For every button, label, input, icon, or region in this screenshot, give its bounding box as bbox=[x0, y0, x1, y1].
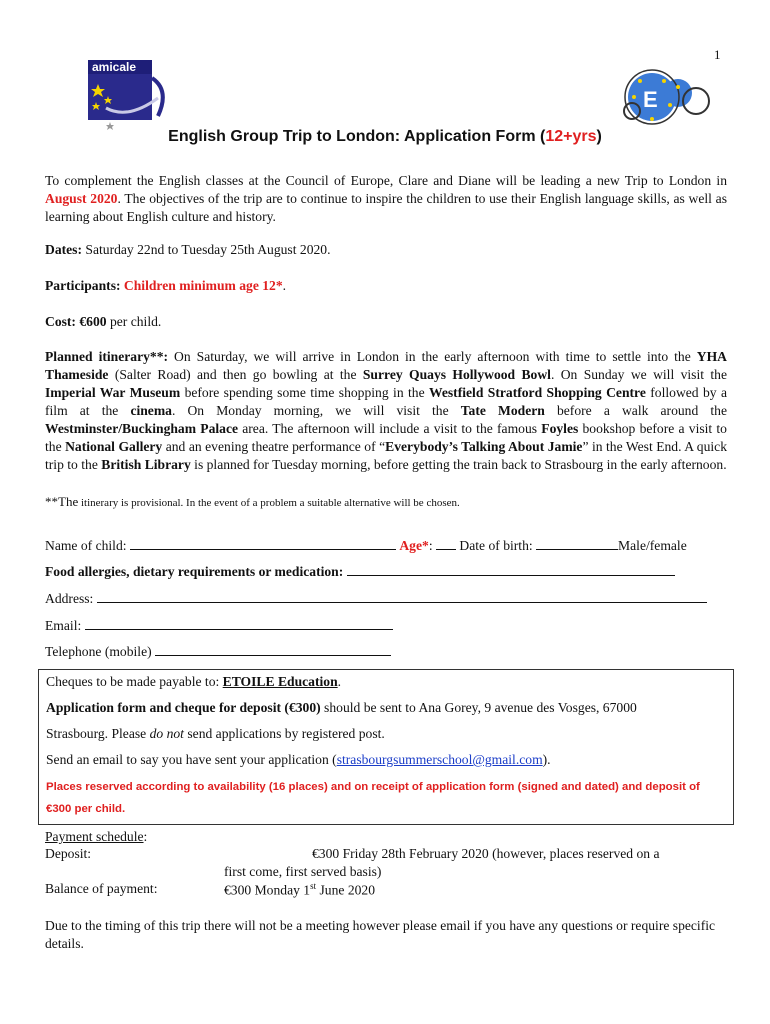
deposit-label: Deposit: bbox=[45, 846, 92, 861]
age-blank[interactable] bbox=[436, 537, 456, 550]
address-blank[interactable] bbox=[97, 590, 707, 603]
email-link[interactable]: strasbourgsummerschool@gmail.com bbox=[336, 752, 543, 767]
email-blank[interactable] bbox=[85, 617, 393, 630]
allergies-field: Food allergies, dietary requirements or medication: bbox=[45, 563, 675, 580]
deposit-value: €300 Friday 28th February 2020 (however, places reserved on a bbox=[312, 846, 660, 861]
balance-label: Balance of payment: bbox=[45, 881, 158, 896]
send-line: Application form and cheque for deposit (€300) should be sent to Ana Gorey, 9 avenue des Vosges, 67000 bbox=[46, 700, 637, 715]
allergies-blank[interactable] bbox=[347, 563, 675, 576]
payment-instructions-box bbox=[38, 669, 734, 825]
city-line: Strasbourg. Please do not send applications by registered post. bbox=[46, 726, 385, 741]
email-line: Send an email to say you have sent your application (strasbourgsummerschool@gmail.com). bbox=[46, 752, 551, 767]
child-name-field: Name of child: Age*: Date of birth: Male/female bbox=[45, 538, 687, 553]
amicale-logo bbox=[88, 60, 172, 136]
balance-value: €300 Monday 1st June 2020 bbox=[224, 881, 376, 898]
itinerary-note: **The itinerary is provisional. In the event of a problem a suitable alternative will be chosen. bbox=[45, 494, 460, 509]
intro-paragraph: To complement the English classes at the Council of Europe, Clare and Diane will be leading a new Trip to London in August 2020. The objectives of the trip are to continue to inspire the children to use their English language skills, as well as learning about English culture and history. bbox=[45, 173, 727, 224]
deposit-value-cont: first come, first served basis) bbox=[224, 864, 382, 879]
page-title: English Group Trip to London: Application Form (12+yrs) bbox=[168, 128, 602, 145]
itinerary-paragraph: Planned itinerary**: On Saturday, we will arrive in London in the early afternoon with time to settle into the YHA Thameside (Salter Road) and then go bowling at the Surrey Quays Hollywood Bowl. On Sunday we will visit the Imperial War Museum before spending some time shopping in the Westfield Stratford Shopping Centre followed by a film at the cinema. On Monday morning, we will visit the Tate Modern before a walk around the Westminster/Buckingham Palace area. The afternoon will include a visit to the famous Foyles bookshop before a visit to the National Gallery and an evening theatre performance of “Everybody’s Talking About Jamie” in the West End. A quick trip to the British Library is planned for Tuesday morning, before getting the train back to Strasbourg in the early afternoon. bbox=[45, 349, 728, 472]
dates-line: Dates: Saturday 22nd to Tuesday 25th August 2020. bbox=[45, 242, 331, 257]
phone-field: Telephone (mobile) bbox=[45, 643, 391, 660]
dob-blank[interactable] bbox=[536, 537, 618, 550]
address-field: Address: bbox=[45, 590, 707, 607]
closing-paragraph: Due to the timing of this trip there will not be a meeting however please email if you have any questions or require specific details. bbox=[45, 918, 716, 951]
cost-line: Cost: €600 per child. bbox=[45, 314, 162, 329]
phone-blank[interactable] bbox=[155, 643, 391, 656]
child-name-blank[interactable] bbox=[130, 537, 396, 550]
email-field: Email: bbox=[45, 617, 393, 634]
page-number: 1 bbox=[714, 47, 721, 62]
cheques-line: Cheques to be made payable to: ETOILE Education. bbox=[46, 674, 342, 689]
payment-schedule-heading: Payment schedule: bbox=[45, 829, 148, 844]
availability-warning: Places reserved according to availability (16 places) and on receipt of application form (signed and dated) and deposit of €300 per child. bbox=[46, 781, 700, 815]
svg-text:amicale: amicale bbox=[92, 60, 137, 74]
svg-text:E: E bbox=[643, 87, 658, 112]
participants-line: Participants: Children minimum age 12*. bbox=[45, 278, 287, 293]
etoile-logo bbox=[612, 67, 712, 137]
